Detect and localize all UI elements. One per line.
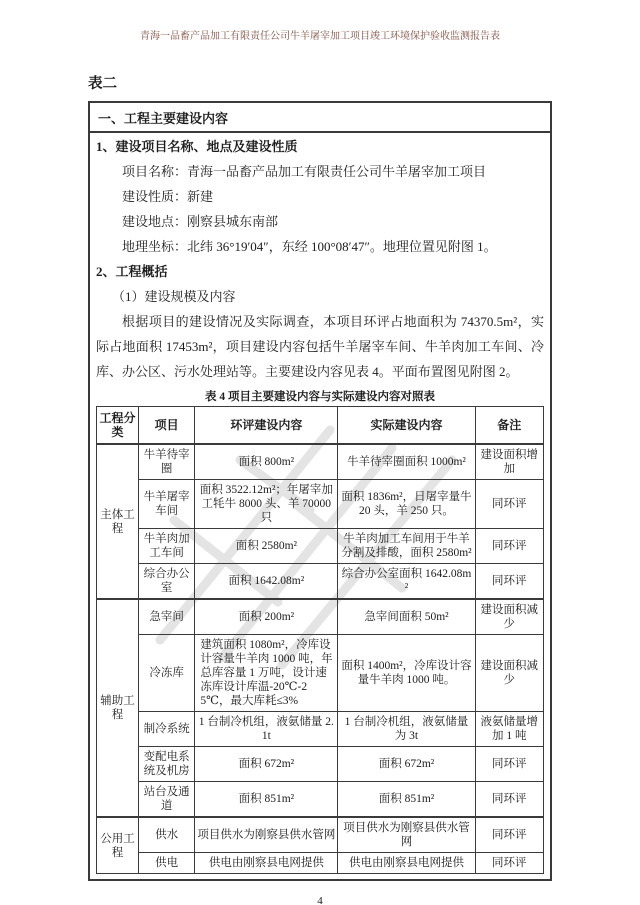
group-cell-main-works: 主体工程 [97, 444, 139, 599]
cell-actual: 1 台制冷机组，液氨储量为 3t [338, 712, 475, 747]
group-cell-public-works: 公用工程 [97, 817, 139, 874]
report-form [88, 101, 552, 881]
info-project-name: 项目名称：青海一品畜产品加工有限责任公司牛羊屠宰加工项目 [122, 164, 487, 179]
cell-item: 急宰间 [139, 599, 195, 635]
cell-actual: 牛羊肉加工车间用于牛羊分割及排酸，面积 2580m² [338, 529, 475, 564]
col-header-eia-content: 环评建设内容 [195, 407, 338, 445]
table-row [97, 712, 544, 747]
cell-eia: 面积 672m² [195, 747, 338, 782]
cell-actual: 面积 672m² [338, 747, 475, 782]
cell-eia: 面积 1642.08m² [195, 564, 338, 600]
table-row [97, 444, 544, 480]
cell-actual: 急宰间面积 50m² [338, 599, 475, 635]
info-build-location: 建设地点：刚察县城东南部 [122, 214, 279, 229]
table-row [97, 564, 544, 600]
cell-eia: 面积 3522.12m²；年屠宰加工牦牛 8000 头、羊 70000 只 [195, 480, 338, 529]
cell-actual: 面积 1836m²，日屠宰量牛 20 头，羊 250 只。 [338, 480, 475, 529]
table-row [97, 480, 544, 529]
cell-eia: 1 台制冷机组，液氨储量 2.1t [195, 712, 338, 747]
cell-item: 牛羊肉加工车间 [139, 529, 195, 564]
table-row [97, 853, 544, 874]
table-row [97, 782, 544, 818]
table-row [97, 635, 544, 712]
section-content [90, 133, 550, 879]
cell-item: 综合办公室 [139, 564, 195, 600]
table4-title: 表 4 项目主要建设内容与实际建设内容对照表 [205, 391, 435, 403]
cell-remark: 建设面积减少 [475, 635, 543, 712]
info-geo-coords: 地理坐标：北纬 36°19′04″，东经 100°08′47″。地理位置见附图 1。 [122, 239, 497, 254]
table4 [96, 406, 544, 874]
table-row [97, 599, 544, 635]
cell-remark: 同环评 [475, 817, 543, 853]
cell-remark: 同环评 [475, 529, 543, 564]
info-build-nature: 建设性质：新建 [122, 189, 214, 204]
cell-item: 牛羊待宰圈 [139, 444, 195, 480]
cell-actual: 牛羊待宰圈面积 1000m² [338, 444, 475, 480]
cell-remark: 同环评 [475, 564, 543, 600]
cell-remark: 同环评 [475, 782, 543, 818]
cell-eia: 建筑面积 1080m²，冷库设计容量牛羊肉 1000 吨，年总库容量 1 万吨，设计速冻库设计库温-20℃-25℃，最大库耗≤3% [195, 635, 338, 712]
cell-eia: 供电由刚察县电网提供 [195, 853, 338, 874]
cell-actual: 供电由刚察县电网提供 [338, 853, 475, 874]
cell-item: 供电 [139, 853, 195, 874]
cell-item: 变配电系统及机房 [139, 747, 195, 782]
cell-eia: 面积 851m² [195, 782, 338, 818]
sub2-title: 2、工程概括 [96, 264, 168, 279]
col-header-actual-content: 实际建设内容 [338, 407, 475, 445]
cell-remark: 同环评 [475, 853, 543, 874]
cell-remark: 同环评 [475, 480, 543, 529]
cell-eia: 面积 200m² [195, 599, 338, 635]
cell-eia: 面积 2580m² [195, 529, 338, 564]
section-one-title: 一、工程主要建设内容 [90, 103, 550, 133]
table4-header-row [97, 407, 544, 445]
group-cell-auxiliary-works: 辅助工程 [97, 599, 139, 817]
sub1-title: 1、建设项目名称、地点及建设性质 [96, 139, 298, 154]
col-header-item: 项目 [139, 407, 195, 445]
doc-header-title: 青海一品畜产品加工有限责任公司牛羊屠宰加工项目竣工环境保护验收监测报告表 [140, 31, 500, 42]
page-number: 4 [317, 895, 323, 905]
cell-actual: 综合办公室面积 1642.08m² [338, 564, 475, 600]
cell-item: 冷冻库 [139, 635, 195, 712]
cell-item: 站台及通道 [139, 782, 195, 818]
cell-item: 供水 [139, 817, 195, 853]
cell-remark: 液氨储量增加 1 吨 [475, 712, 543, 747]
cell-item: 牛羊屠宰车间 [139, 480, 195, 529]
cell-remark: 同环评 [475, 747, 543, 782]
overview-paragraph: 根据项目的建设情况及实际调查，本项目环评占地面积为 74370.5m²，实际占地面积 17453m²，项目建设内容包括牛羊屠宰车间、牛羊肉加工车间、冷库、办公区、污水处理站等。主要建设内容见表 4。平面布置图见附图 2。 [96, 314, 544, 379]
table-row [97, 529, 544, 564]
cell-eia: 面积 800m² [195, 444, 338, 480]
sub2-item: （1）建设规模及内容 [112, 289, 236, 304]
cell-eia: 项目供水为刚察县供水管网 [195, 817, 338, 853]
cell-actual: 项目供水为刚察县供水管网 [338, 817, 475, 853]
table-row [97, 747, 544, 782]
cell-remark: 建设面积增加 [475, 444, 543, 480]
cell-remark: 建设面积减少 [475, 599, 543, 635]
col-header-remark: 备注 [475, 407, 543, 445]
cell-item: 制冷系统 [139, 712, 195, 747]
cell-actual: 面积 1400m²，冷库设计容量牛羊肉 1000 吨。 [338, 635, 475, 712]
cell-actual: 面积 851m² [338, 782, 475, 818]
table-two-label: 表二 [88, 76, 117, 92]
col-header-category: 工程分类 [97, 407, 139, 445]
table-row [97, 817, 544, 853]
